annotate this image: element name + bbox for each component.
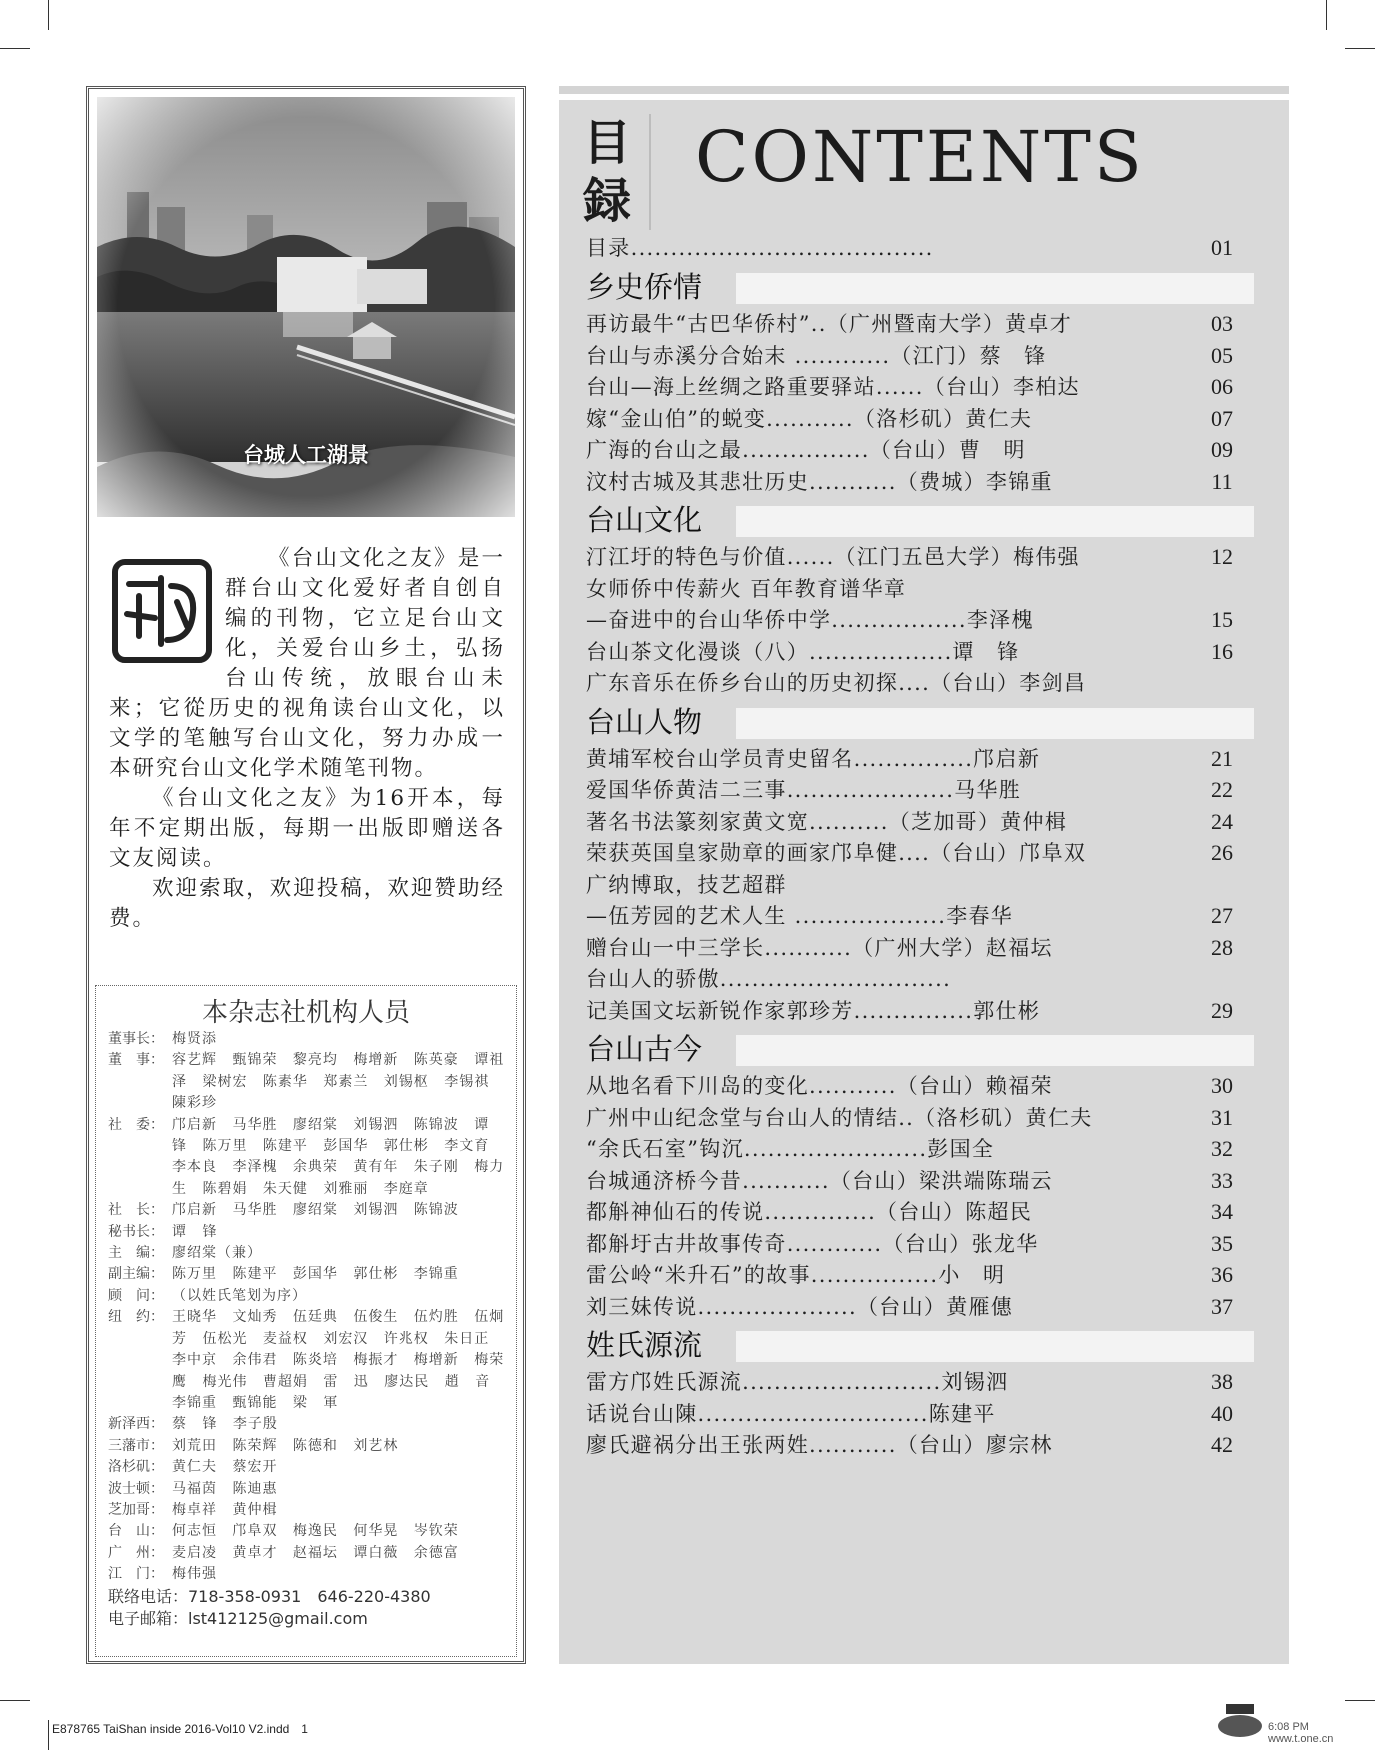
- toc-entry-page: 36: [1211, 1262, 1233, 1287]
- toc-entry: [586, 964, 1276, 994]
- staff-names: 梅卓祥 黄仲楫: [172, 1501, 278, 1518]
- toc-entry: [586, 404, 1276, 434]
- staff-role-label: 副主编：: [108, 1266, 164, 1283]
- staff-role-label: 广 州：: [108, 1544, 164, 1561]
- footer-right-text: [1268, 1721, 1375, 1745]
- toc-entry: [586, 1166, 1276, 1196]
- toc-entry-page: 11: [1211, 468, 1233, 494]
- staff-names: 邝启新 马华胜 廖绍棠 刘锡泗 陈锦波 谭 锋 陈万里 陈建平 彭国华 郭仕彬 李文育 李本良 李泽槐 余典荣 黄有年 朱子刚 梅力生 陈碧娟 朱天健 刘雅丽 李庭章: [172, 1116, 505, 1197]
- toc-entry-title: 话说台山陳.............................陈建平: [586, 1401, 996, 1426]
- toc-entry-page: 03: [1211, 311, 1233, 336]
- toc-entry: [586, 1103, 1276, 1133]
- toc-section-title: 台山人物: [586, 704, 703, 739]
- staff-names: （以姓氏笔划为序）: [172, 1287, 307, 1304]
- toc-entry-title: 台城通济桥今昔...........（台山）梁洪端陈瑞云: [586, 1168, 1053, 1193]
- toc-entry: [586, 838, 1276, 868]
- toc-entry-title: 黄埔军校台山学员青史留名...............邝启新: [586, 746, 1041, 771]
- staff-names: 黄仁夫 蔡宏开: [172, 1459, 278, 1476]
- contact-phone: 联络电话：718-358-0931 646-220-4380: [108, 1586, 431, 1606]
- crop-mark: [48, 0, 49, 30]
- staff-row: [96, 1115, 516, 1201]
- toc-section-header: [586, 1328, 1254, 1364]
- toc-entry-page: 40: [1211, 1400, 1233, 1426]
- toc-entry: [586, 1292, 1276, 1322]
- staff-role-label: 江 门：: [108, 1566, 164, 1583]
- toc-section-header: [586, 1032, 1254, 1068]
- toc-section-header: [586, 270, 1254, 306]
- toc-entry-page: 06: [1211, 374, 1233, 399]
- intro-paragraph-2: 《台山文化之友》为16开本，每年不定期出版，每期一出版即赠送各文友阅读。: [109, 786, 505, 871]
- staff-names: 谭 锋: [172, 1223, 218, 1240]
- crop-mark: [0, 48, 30, 49]
- toc-entry: [586, 637, 1276, 667]
- toc-entry-title: 广纳博取，技艺超群: [586, 872, 787, 897]
- staff-role-label: 社 长：: [108, 1202, 164, 1219]
- staff-row: [96, 1050, 516, 1114]
- staff-row: [96, 1457, 516, 1478]
- staff-role-label: 洛杉矶：: [108, 1459, 164, 1476]
- toc-entry-page: 42: [1211, 1432, 1233, 1457]
- photo-caption: 台城人工湖景: [243, 442, 369, 467]
- toc-entry: [586, 1134, 1276, 1164]
- toc-entry-title: 广东音乐在侨乡台山的历史初探....（台山）李剑昌: [586, 671, 1087, 695]
- toc-entry: [586, 1071, 1276, 1101]
- toc-section-bar: [736, 1331, 1254, 1362]
- toc-entry-page: 37: [1211, 1293, 1233, 1319]
- staff-row: [96, 1222, 516, 1243]
- contents-top-bar: [559, 86, 1289, 94]
- contents-panel: [559, 100, 1289, 1664]
- toc-entry-title: 雷公岭“米升石”的故事................小 明: [586, 1263, 1006, 1287]
- toc-entry-title: 刘三妹传说....................（台山）黄雁僡: [586, 1294, 1014, 1319]
- toc-entry: [586, 996, 1276, 1026]
- toc-section-bar: [736, 506, 1254, 537]
- crop-mark: [0, 1700, 30, 1701]
- staff-row: [96, 1521, 516, 1542]
- toc-entry-title: 广州中山纪念堂与台山人的情结..（洛杉矶）黄仁夫: [586, 1105, 1093, 1130]
- seal-logo-icon: [109, 556, 215, 666]
- toc-entry-title: “余氏石室”钩沉.......................彭国全: [586, 1137, 995, 1161]
- toc-entry: [586, 933, 1276, 963]
- staff-role-label: 社 委：: [108, 1116, 164, 1133]
- toc-entry-title: 记美国文坛新锐作家郭珍芳...............郭仕彬: [586, 998, 1041, 1023]
- toc-entry-page: 35: [1211, 1230, 1233, 1256]
- toc-entry-title: 从地名看下川岛的变化...........（台山）赖福荣: [586, 1074, 1053, 1098]
- toc-entry: [586, 1197, 1276, 1227]
- toc-entry-title: 赠台山一中三学长...........（广州大学）赵福坛: [586, 935, 1053, 960]
- toc-entry-page: 29: [1211, 997, 1233, 1023]
- toc-entry-page: 30: [1211, 1073, 1233, 1098]
- intro-text: [109, 544, 505, 934]
- staff-rows: [96, 1029, 516, 1586]
- staff-role-label: 三藩市：: [108, 1437, 164, 1454]
- contact-email: 电子邮箱：lst412125@gmail.com: [108, 1608, 368, 1628]
- staff-role-label: 顾 问：: [108, 1287, 164, 1304]
- toc-entry-page: 09: [1211, 437, 1233, 462]
- toc-entry-title: 台山—海上丝绸之路重要驿站......（台山）李柏达: [586, 375, 1080, 399]
- staff-row: [96, 1500, 516, 1521]
- intro-paragraph-3: 欢迎索取，欢迎投稿，欢迎赞助经费。: [109, 876, 505, 931]
- staff-role-label: 纽 约：: [108, 1309, 164, 1326]
- footer-watermark: www.t.one.cn: [1268, 1733, 1334, 1745]
- staff-role-label: 新泽西：: [108, 1416, 164, 1433]
- toc-entry: [586, 467, 1276, 497]
- staff-row: [96, 1029, 516, 1050]
- toc-entry: [586, 233, 1276, 263]
- staff-title: 本杂志社机构人员: [201, 998, 410, 1028]
- toc-entry-title: 汶村古城及其悲壮历史...........（费城）李锦重: [586, 469, 1053, 494]
- toc-entry: [586, 372, 1276, 402]
- footer-file-name: E878765 TaiShan inside 2016-Vol10 V2.indd 1: [52, 1722, 308, 1736]
- toc-entry-title: 都斛神仙石的传说..............（台山）陈超民: [586, 1200, 1033, 1224]
- toc-entry: [586, 1399, 1276, 1429]
- staff-row: [96, 1436, 516, 1457]
- toc-entry-title: 台山人的骄傲.............................: [586, 967, 952, 991]
- toc-entry-page: 05: [1211, 342, 1233, 368]
- staff-names: 邝启新 马华胜 廖绍棠 刘锡泗 陈锦波: [172, 1202, 459, 1219]
- staff-row: [96, 1307, 516, 1414]
- staff-role-label: 董事长：: [108, 1031, 164, 1047]
- staff-names: 梅伟强: [172, 1566, 217, 1583]
- staff-row: [96, 1414, 516, 1435]
- intro-paragraph-1: 《台山文化之友》是一群台山文化爱好者自创自编的刊物，它立足台山文化，关爱台山乡土，弘扬台山传统，放眼台山未来；它從历史的视角读台山文化，以文学的笔触写台山文化，努力办成一本研究台山文化学术随笔刊物。: [109, 546, 505, 781]
- toc-entry: [586, 574, 1276, 604]
- staff-role-label: 波士顿：: [108, 1480, 164, 1497]
- toc-section-bar: [736, 273, 1254, 304]
- staff-list: [95, 985, 517, 1657]
- toc-entry-title: 荣获英国皇家勋章的画家邝阜健....（台山）邝阜双: [586, 841, 1087, 865]
- toc-entry-page: 15: [1211, 607, 1233, 632]
- staff-role-label: 秘书长：: [108, 1223, 164, 1240]
- staff-role-label: 台 山：: [108, 1523, 164, 1540]
- toc-entry: [586, 542, 1276, 572]
- staff-row: [96, 1564, 516, 1585]
- toc-entry-page: 38: [1211, 1369, 1233, 1394]
- toc-entry-title: 廖氏避祸分出王张两姓...........（台山）廖宗林: [586, 1433, 1053, 1457]
- toc-entry-title: 汀江圩的特色与价值......（江门五邑大学）梅伟强: [586, 545, 1080, 569]
- toc-entry-page: 26: [1211, 840, 1233, 865]
- toc-section-title: 台山古今: [586, 1032, 703, 1066]
- staff-names: 廖绍棠（兼）: [172, 1245, 262, 1262]
- staff-names: 马福茵 陈迪惠: [172, 1480, 278, 1497]
- toc-entry-page: 27: [1211, 903, 1233, 928]
- toc-entry-title: —奋进中的台山华侨中学.................李泽槐: [586, 608, 1034, 632]
- crop-mark: [1345, 1700, 1375, 1701]
- toc-entry-title: —伍芳园的艺术人生 ...................李春华: [586, 904, 1014, 928]
- toc-entry: [586, 309, 1276, 339]
- staff-names: 麦启凌 黄卓才 赵福坛 谭白薇 余德富: [172, 1544, 459, 1561]
- toc-entry-title: 著名书法篆刻家黄文宽..........（芝加哥）黄仲楫: [586, 809, 1068, 834]
- toc-entry-title: 目录......................................: [586, 236, 934, 260]
- staff-row: [96, 1286, 516, 1307]
- toc-entry-title: 女师侨中传薪火 百年教育谱华章: [586, 576, 907, 601]
- staff-row: [96, 1200, 516, 1221]
- toc-entry: [586, 901, 1276, 931]
- staff-role-label: 芝加哥：: [108, 1501, 164, 1518]
- toc-entry-page: 33: [1211, 1167, 1233, 1193]
- staff-names: 刘荒田 陈荣辉 陈德和 刘艺林: [172, 1437, 399, 1454]
- staff-names: 王晓华 文灿秀 伍廷典 伍俊生 伍灼胜 伍炯芳 伍松光 麦益权 刘宏汉 许兆权 朱日正 李中京 余伟君 陈炎培 梅振才 梅增新 梅荣鹰 梅光伟 曹超娟 雷 迅 廖达民 趙 音 李锦重 甄锦能 梁 軍: [172, 1309, 505, 1411]
- toc-entry-page: 12: [1211, 544, 1233, 569]
- footer-time: 6:08 PM: [1268, 1721, 1309, 1733]
- toc-entry-title: 都斛圩古井故事传奇............（台山）张龙华: [586, 1231, 1039, 1256]
- left-sidebar: [86, 86, 526, 1664]
- toc-section-title: 姓氏源流: [586, 1328, 703, 1362]
- toc-entry: [586, 341, 1276, 371]
- toc-entry-title: 广海的台山之最................（台山）曹 明: [586, 438, 1026, 462]
- staff-row: [96, 1543, 516, 1564]
- crop-mark: [48, 1720, 49, 1750]
- toc-section-bar: [736, 1035, 1254, 1066]
- staff-names: 陈万里 陈建平 彭国华 郭仕彬 李锦重: [172, 1266, 459, 1283]
- staff-row: [96, 1243, 516, 1264]
- toc-entry-title: 嫁“金山伯”的蜕变...........（洛杉矶）黄仁夫: [586, 406, 1033, 431]
- toc-entry-page: 28: [1211, 934, 1233, 960]
- toc-entry-page: 07: [1211, 405, 1233, 431]
- toc-entry: [586, 807, 1276, 837]
- toc-entry: [586, 605, 1276, 635]
- toc-entry: [586, 435, 1276, 465]
- toc-entry: [586, 870, 1276, 900]
- toc-entry-page: 31: [1211, 1104, 1233, 1130]
- toc-section-title: 台山文化: [586, 503, 703, 537]
- toc-entry-page: 22: [1211, 777, 1233, 802]
- publisher-logo-icon: [1216, 1700, 1264, 1740]
- toc-entry-page: 16: [1211, 638, 1233, 664]
- crop-mark: [1345, 48, 1375, 49]
- toc-entry-page: 32: [1211, 1136, 1233, 1161]
- staff-names: 容艺辉 甄锦荣 黎亮均 梅增新 陈英豪 谭祖泽 梁树宏 陈素华 郑素兰 刘锡枢 李锡祺 陳彩珍: [172, 1052, 505, 1112]
- toc-entry-page: 24: [1211, 808, 1233, 834]
- toc-section-header: [586, 503, 1254, 539]
- toc-entry: [586, 1367, 1276, 1397]
- toc-entry: [586, 668, 1276, 698]
- toc-entry-title: 爱国华侨黄洁二三事.....................马华胜: [586, 778, 1022, 802]
- staff-role-label: 主 编：: [108, 1245, 164, 1262]
- toc-section-header: [586, 705, 1254, 741]
- staff-row: [96, 1479, 516, 1500]
- toc-entry-title: 雷方邝姓氏源流.........................刘锡泗: [586, 1370, 1009, 1394]
- staff-role-label: 董 事：: [108, 1052, 164, 1069]
- staff-names: 梅贤添: [172, 1031, 217, 1047]
- crop-mark: [1326, 0, 1327, 30]
- contents-heading-en: CONTENTS: [695, 116, 1145, 198]
- toc-entry: [586, 1430, 1276, 1460]
- toc-section-bar: [736, 708, 1254, 739]
- toc-entry-page: 21: [1211, 745, 1233, 771]
- toc-entry: [586, 775, 1276, 805]
- toc-entry: [586, 744, 1276, 774]
- toc-entry-page: 01: [1211, 235, 1233, 260]
- staff-names: 何志恒 邝阜双 梅逸民 何华晃 岑钦荣: [172, 1523, 459, 1540]
- toc-entry-page: 34: [1211, 1199, 1233, 1224]
- staff-names: 蔡 锋 李子殷: [172, 1416, 278, 1433]
- toc-section-title: 乡史侨情: [586, 270, 703, 304]
- toc-entry: [586, 1229, 1276, 1259]
- contents-heading-cn: 目録: [583, 114, 651, 230]
- toc-entry-title: 再访最牛“古巴华侨村”..（广州暨南大学）黄卓才: [586, 312, 1073, 336]
- staff-row: [96, 1264, 516, 1285]
- lake-photo: [97, 97, 515, 517]
- toc-entry: [586, 1260, 1276, 1290]
- toc-entry-title: 台山茶文化漫谈（八）..................谭 锋: [586, 639, 1020, 664]
- toc-entry-title: 台山与赤溪分合始末 ............（江门）蔡 锋: [586, 343, 1047, 368]
